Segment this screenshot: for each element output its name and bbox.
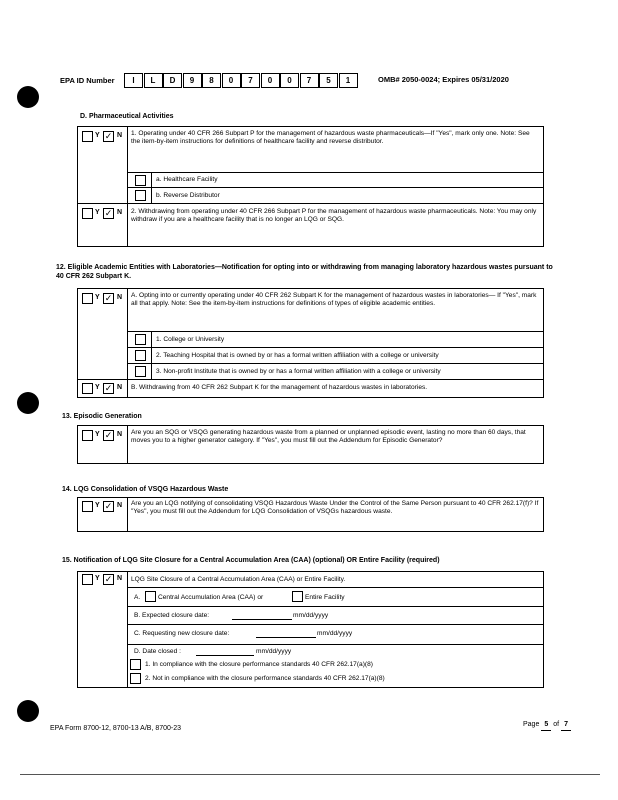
section-15-title: 15. Notification of LQG Site Closure for a Central Accumulation Area (CAA) (optional) OR Entire Facility (required) [62, 557, 440, 564]
d2-question: 2. Withdrawing from operating under 40 CFR 266 Subpart P for the management of hazardous waste pharmaceuticals. Note: You may only withdraw if you are a healthcare facility that is no longer an LQG or SQG. [131, 208, 537, 224]
15d-format: mm/dd/yyyy [256, 648, 292, 655]
15-question: LQG Site Closure of a Central Accumulation Area (CAA) or Entire Facility. [131, 576, 346, 583]
d1-no-label: N [117, 132, 123, 139]
d1a-checkbox[interactable] [135, 175, 146, 186]
15c-label: C. Requesting new closure date: [134, 630, 230, 637]
epa-id-char: 8 [202, 73, 221, 88]
punch-hole-bottom [17, 700, 39, 722]
15-no-checkbox[interactable]: ✓ [104, 574, 113, 584]
d2-no-checkbox[interactable]: ✓ [104, 208, 113, 218]
epa-id-char: 1 [339, 73, 358, 88]
punch-hole-top [17, 86, 39, 108]
13-no-checkbox[interactable]: ✓ [104, 430, 113, 440]
d1-yes-checkbox[interactable] [82, 131, 93, 142]
14-no-label: N [117, 502, 123, 509]
page-label: Page [523, 721, 540, 728]
15a-prefix: A. [134, 594, 141, 601]
section-12-title: 12. Eligible Academic Entities with Laboratories—Notification for opting into or withdrawing from managing laboratory hazardous wastes pursuant to 40 CFR 262 Subpart K. [56, 264, 553, 280]
15b-date-field[interactable] [232, 619, 292, 620]
punch-hole-middle [17, 392, 39, 414]
15d2-label: 2. Not in compliance with the closure performance standards 40 CFR 262.17(a)(8) [145, 675, 385, 682]
section-13-title: 13. Episodic Generation [62, 413, 142, 420]
12b-no-label: N [117, 384, 123, 391]
d1b-checkbox[interactable] [135, 190, 146, 201]
12a3-checkbox[interactable] [135, 366, 146, 377]
15c-date-field[interactable] [256, 637, 316, 638]
d1-yes-label: Y [95, 132, 100, 139]
d2-no-label: N [117, 209, 123, 216]
14-question: Are you an LQG notifying of consolidating VSQG Hazardous Waste Under the Control of the Same Person pursuant to 40 CFR 262.17(f)? If "Yes", you must fill out the Addendum for LQG Consolidation of VSQGs hazardous waste. [131, 500, 539, 516]
epa-id-char: D [163, 73, 182, 88]
12a-question: A. Opting into or currently operating under 40 CFR 262 Subpart K for the management of hazardous wastes in laboratories— If "Yes", mark all that apply. Note: See the item-by-item instructions for definitions of types of eligible academic entities. [131, 292, 537, 308]
15d2-checkbox[interactable] [130, 673, 141, 684]
12a-no-label: N [117, 294, 123, 301]
15d1-checkbox[interactable] [130, 659, 141, 670]
epa-id-char: L [144, 73, 163, 88]
page-indicator [523, 721, 571, 731]
d2-yes-checkbox[interactable] [82, 208, 93, 219]
12a-yes-label: Y [95, 294, 100, 301]
bottom-rule [20, 774, 600, 775]
12a1-checkbox[interactable] [135, 334, 146, 345]
epa-id-char: 0 [261, 73, 280, 88]
page-total: 7 [561, 721, 571, 731]
12a1-label: 1. College or University [156, 336, 225, 343]
epa-id-char: 7 [300, 73, 319, 88]
of-label: of [553, 721, 560, 728]
15a-caa-label: Central Accumulation Area (CAA) or [158, 594, 264, 601]
12b-no-checkbox[interactable]: ✓ [104, 383, 113, 393]
15a-entire-checkbox[interactable] [292, 591, 303, 602]
section-d-title: D. Pharmaceutical Activities [80, 113, 174, 120]
14-yes-checkbox[interactable] [82, 501, 93, 512]
epa-id-char: 9 [183, 73, 202, 88]
12a2-label: 2. Teaching Hospital that is owned by or has a formal written affiliation with a college or university [156, 352, 439, 359]
d1b-label: b. Reverse Distributor [156, 192, 220, 199]
d1-question: 1. Operating under 40 CFR 266 Subpart P for the management of hazardous waste pharmaceuticals—If "Yes", mark only one. Note: See the item-by-item instructions for definitions of healthcare facility and reverse distributor. [131, 130, 530, 146]
d1a-label: a. Healthcare Facility [156, 176, 218, 183]
15b-format: mm/dd/yyyy [293, 612, 329, 619]
d2-yes-label: Y [95, 209, 100, 216]
12a3-label: 3. Non-profit Institute that is owned by or has a formal written affiliation with a college or university [156, 368, 441, 375]
13-yes-label: Y [95, 431, 100, 438]
15c-format: mm/dd/yyyy [317, 630, 353, 637]
15a-caa-checkbox[interactable] [145, 591, 156, 602]
15d1-label: 1. In compliance with the closure performance standards 40 CFR 262.17(a)(8) [145, 661, 373, 668]
omb-expiration: OMB# 2050-0024; Expires 05/31/2020 [378, 75, 509, 84]
epa-id-label: EPA ID Number [60, 76, 115, 85]
epa-id-char: 0 [222, 73, 241, 88]
15d-label: D. Date closed : [134, 648, 181, 655]
epa-id-char: 5 [319, 73, 338, 88]
15d-date-field[interactable] [196, 655, 254, 656]
page-number: 5 [541, 721, 551, 731]
12b-question: B. Withdrawing from 40 CFR 262 Subpart K for the management of hazardous wastes in laboratories. [131, 384, 428, 391]
epa-id-char: 7 [241, 73, 260, 88]
15-yes-label: Y [95, 575, 100, 582]
d1-no-checkbox[interactable]: ✓ [104, 131, 113, 141]
12a2-checkbox[interactable] [135, 350, 146, 361]
12b-yes-checkbox[interactable] [82, 383, 93, 394]
13-yes-checkbox[interactable] [82, 430, 93, 441]
12a-no-checkbox[interactable]: ✓ [104, 293, 113, 303]
15b-label: B. Expected closure date: [134, 612, 210, 619]
14-yes-label: Y [95, 502, 100, 509]
13-question: Are you an SQG or VSQG generating hazardous waste from a planned or unplanned episodic event, lasting no more than 60 days, that moves you to a higher generator category. If "Yes", you must fill out the Addendum for Episodic Generator? [131, 429, 526, 445]
13-no-label: N [117, 431, 123, 438]
15-yes-checkbox[interactable] [82, 574, 93, 585]
epa-id-char: 0 [280, 73, 299, 88]
12b-yes-label: Y [95, 384, 100, 391]
12a-yes-checkbox[interactable] [82, 293, 93, 304]
epa-id-char: I [124, 73, 143, 88]
form-number: EPA Form 8700-12, 8700-13 A/B, 8700-23 [50, 725, 182, 732]
14-no-checkbox[interactable]: ✓ [104, 501, 113, 511]
15-no-label: N [117, 575, 123, 582]
15a-entire-label: Entire Facility [305, 594, 345, 601]
section-14-title: 14. LQG Consolidation of VSQG Hazardous Waste [62, 486, 229, 493]
